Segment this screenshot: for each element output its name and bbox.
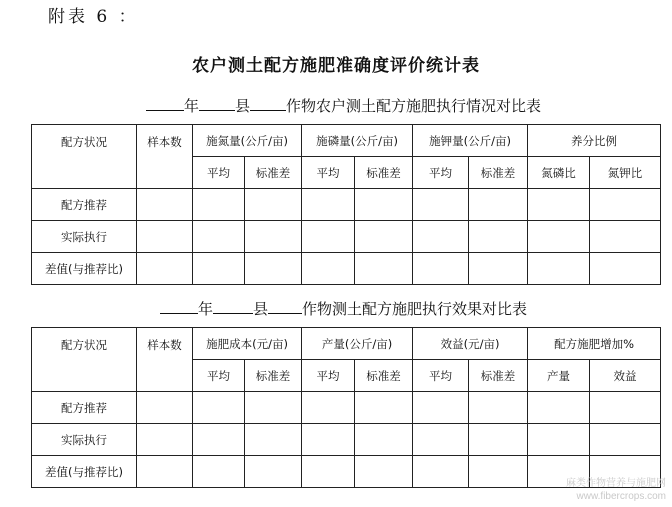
empty-cell [302, 253, 355, 285]
empty-cell [413, 424, 469, 456]
header-benefit: 效益(元/亩) [413, 328, 528, 360]
empty-cell [245, 392, 302, 424]
subheader-np-ratio: 氮磷比 [528, 157, 590, 189]
empty-cell [137, 424, 193, 456]
empty-cell [413, 392, 469, 424]
subheader-avg: 平均 [302, 157, 355, 189]
empty-cell [245, 456, 302, 488]
header-increase: 配方施肥增加% [528, 328, 661, 360]
row-label: 差值(与推荐比) [32, 456, 137, 488]
empty-cell [413, 221, 469, 253]
empty-cell [245, 253, 302, 285]
header-nutrient-ratio: 养分比例 [528, 125, 661, 157]
row-label: 实际执行 [32, 424, 137, 456]
empty-cell [355, 253, 413, 285]
empty-cell [590, 221, 661, 253]
watermark [536, 477, 666, 503]
empty-cell [355, 189, 413, 221]
header-status: 配方状况 [32, 328, 137, 392]
empty-cell [302, 189, 355, 221]
watermark-url: www.fibercrops.com [576, 491, 666, 502]
empty-cell [302, 392, 355, 424]
empty-cell [528, 424, 590, 456]
header-phosphorus: 施磷量(公斤/亩) [302, 125, 413, 157]
header-fertilizer-cost: 施肥成本(元/亩) [193, 328, 302, 360]
empty-cell [193, 253, 245, 285]
year-label: 年 [198, 300, 214, 318]
empty-cell [302, 424, 355, 456]
row-label: 实际执行 [32, 221, 137, 253]
table-row [32, 189, 661, 221]
county-label: 县 [253, 300, 269, 318]
header-yield: 产量(公斤/亩) [302, 328, 413, 360]
table-row [32, 424, 661, 456]
empty-cell [137, 189, 193, 221]
header-samples: 样本数 [137, 328, 193, 392]
empty-cell [590, 189, 661, 221]
row-label: 配方推荐 [32, 189, 137, 221]
header-potassium: 施钾量(公斤/亩) [413, 125, 528, 157]
empty-cell [469, 189, 528, 221]
subheader-std: 标准差 [355, 360, 413, 392]
empty-cell [413, 253, 469, 285]
empty-cell [528, 392, 590, 424]
subheader-std: 标准差 [245, 360, 302, 392]
crop-blank [250, 95, 286, 111]
year-blank [160, 298, 198, 314]
empty-cell [469, 456, 528, 488]
subheader-avg: 平均 [193, 157, 245, 189]
header-status: 配方状况 [32, 125, 137, 189]
empty-cell [469, 392, 528, 424]
subheader-avg: 平均 [302, 360, 355, 392]
subheader-std: 标准差 [355, 157, 413, 189]
empty-cell [193, 221, 245, 253]
table-row [32, 221, 661, 253]
empty-cell [355, 392, 413, 424]
watermark-title: 麻类作物营养与施肥网 [566, 478, 666, 489]
empty-cell [137, 221, 193, 253]
empty-cell [302, 221, 355, 253]
empty-cell [355, 424, 413, 456]
subheader-std: 标准差 [245, 157, 302, 189]
table2-subtitle-text: 作物测土配方施肥执行效果对比表 [302, 300, 528, 318]
empty-cell [193, 392, 245, 424]
subheader-yield: 产量 [528, 360, 590, 392]
subheader-std: 标准差 [469, 157, 528, 189]
fertilization-execution-table [31, 124, 661, 285]
empty-cell [590, 253, 661, 285]
empty-cell [193, 189, 245, 221]
county-label: 县 [235, 97, 251, 115]
header-nitrogen: 施氮量(公斤/亩) [193, 125, 302, 157]
empty-cell [137, 253, 193, 285]
empty-cell [137, 392, 193, 424]
row-label: 配方推荐 [32, 392, 137, 424]
empty-cell [469, 424, 528, 456]
empty-cell [528, 221, 590, 253]
table-row [32, 253, 661, 285]
subheader-avg: 平均 [413, 360, 469, 392]
empty-cell [245, 221, 302, 253]
empty-cell [590, 424, 661, 456]
document-title: 农户测土配方施肥准确度评价统计表 [192, 56, 480, 76]
appendix-label: 附表 6 ： [48, 7, 139, 27]
subheader-benefit: 效益 [590, 360, 661, 392]
row-label: 差值(与推荐比) [32, 253, 137, 285]
fertilization-effect-table [31, 327, 661, 488]
empty-cell [469, 221, 528, 253]
subheader-avg: 平均 [193, 360, 245, 392]
empty-cell [245, 189, 302, 221]
empty-cell [302, 456, 355, 488]
subheader-std: 标准差 [469, 360, 528, 392]
county-blank [213, 298, 253, 314]
table1-subtitle [146, 95, 541, 116]
empty-cell [245, 424, 302, 456]
table1-subtitle-text: 作物农户测土配方施肥执行情况对比表 [286, 97, 542, 115]
year-label: 年 [184, 97, 200, 115]
table-row [32, 392, 661, 424]
year-blank [146, 95, 184, 111]
empty-cell [469, 253, 528, 285]
empty-cell [528, 189, 590, 221]
empty-cell [590, 392, 661, 424]
subheader-nk-ratio: 氮钾比 [590, 157, 661, 189]
subheader-avg: 平均 [413, 157, 469, 189]
empty-cell [137, 456, 193, 488]
empty-cell [413, 189, 469, 221]
header-samples: 样本数 [137, 125, 193, 189]
empty-cell [355, 456, 413, 488]
empty-cell [355, 221, 413, 253]
crop-blank [268, 298, 302, 314]
empty-cell [528, 253, 590, 285]
table2-subtitle [160, 298, 527, 319]
empty-cell [413, 456, 469, 488]
empty-cell [193, 456, 245, 488]
county-blank [199, 95, 235, 111]
empty-cell [193, 424, 245, 456]
